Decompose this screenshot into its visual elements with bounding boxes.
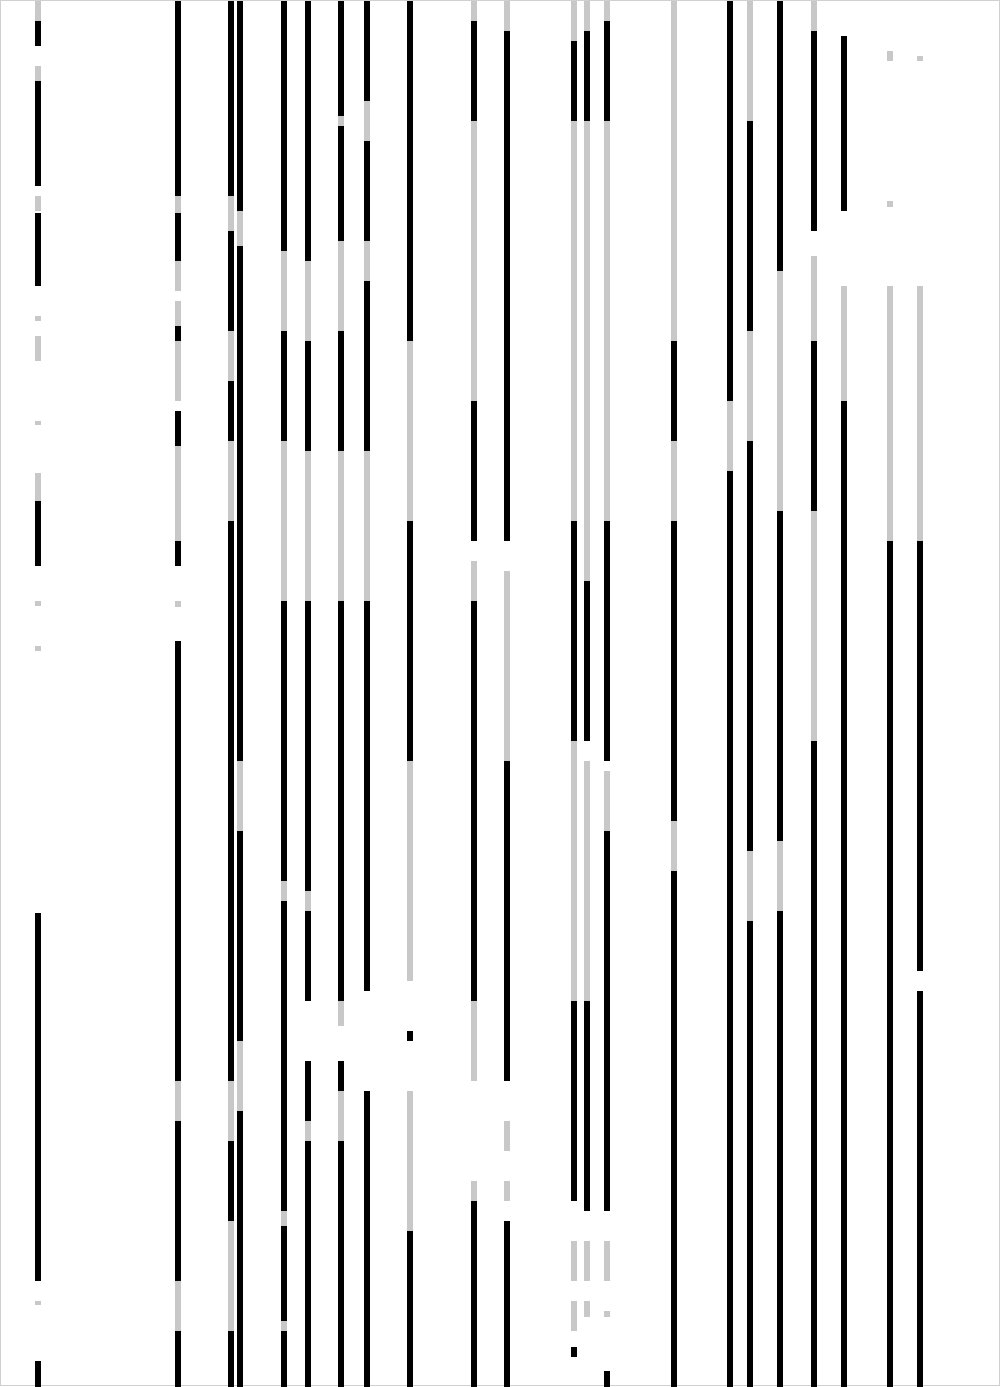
track-19-segment-3 xyxy=(811,256,817,341)
track-11-segment-3 xyxy=(504,571,510,761)
track-19-segment-4 xyxy=(811,341,817,511)
track-6-segment-5 xyxy=(305,601,311,891)
track-21 xyxy=(887,51,893,1387)
track-7-segment-9 xyxy=(338,1061,344,1091)
track-6 xyxy=(305,1,311,1387)
track-2-segment-15 xyxy=(175,1281,181,1331)
track-1-segment-14 xyxy=(35,913,41,1281)
track-1 xyxy=(35,1,41,1387)
track-10-segment-7 xyxy=(471,1001,477,1081)
track-9-segment-6 xyxy=(407,1091,413,1231)
track-14-segment-3 xyxy=(604,121,610,521)
track-18-segment-5 xyxy=(777,911,783,1387)
track-15 xyxy=(671,1,677,1387)
track-2-segment-12 xyxy=(175,641,181,1081)
track-1-segment-1 xyxy=(35,1,41,21)
track-1-segment-12 xyxy=(35,601,41,606)
track-2-segment-11 xyxy=(175,601,181,607)
track-13-segment-3 xyxy=(584,121,590,581)
track-1-segment-16 xyxy=(35,1361,41,1387)
track-5-segment-7 xyxy=(281,901,287,1211)
track-19-segment-6 xyxy=(811,741,817,1387)
track-4-segment-1 xyxy=(237,1,243,211)
track-13-segment-2 xyxy=(584,31,590,121)
track-13-segment-6 xyxy=(584,1001,590,1211)
track-1-segment-2 xyxy=(35,21,41,46)
track-7-segment-8 xyxy=(338,1001,344,1026)
track-13-segment-1 xyxy=(584,1,590,31)
track-1-segment-3 xyxy=(35,66,41,81)
track-7-segment-3 xyxy=(338,126,344,241)
track-19-segment-1 xyxy=(811,1,817,31)
track-16 xyxy=(727,1,733,1387)
track-10-segment-6 xyxy=(471,601,477,1001)
track-4 xyxy=(237,1,243,1387)
track-21-segment-3 xyxy=(887,286,893,541)
track-15-segment-3 xyxy=(671,441,677,521)
track-8 xyxy=(364,1,370,1387)
track-15-segment-4 xyxy=(671,521,677,821)
track-22-segment-4 xyxy=(917,991,923,1387)
track-22-segment-2 xyxy=(917,286,923,541)
track-18-segment-4 xyxy=(777,841,783,911)
track-16-segment-2 xyxy=(727,401,733,471)
track-9 xyxy=(407,1,413,1387)
track-10-segment-9 xyxy=(471,1201,477,1387)
track-17-segment-2 xyxy=(747,121,753,331)
track-7 xyxy=(338,1,344,1387)
track-19-segment-2 xyxy=(811,31,817,231)
track-16-segment-1 xyxy=(727,1,733,401)
track-11-segment-2 xyxy=(504,31,510,541)
track-22 xyxy=(917,56,923,1387)
track-6-segment-8 xyxy=(305,1061,311,1121)
track-12 xyxy=(571,1,577,1357)
track-2-segment-16 xyxy=(175,1331,181,1387)
track-5-segment-5 xyxy=(281,601,287,881)
track-14-segment-8 xyxy=(604,1311,610,1317)
track-12-segment-8 xyxy=(571,1301,577,1331)
track-3 xyxy=(228,1,234,1387)
track-7-segment-7 xyxy=(338,601,344,1001)
track-2-segment-1 xyxy=(175,1,181,196)
track-11-segment-6 xyxy=(504,1181,510,1201)
track-3-segment-5 xyxy=(228,381,234,441)
track-12-segment-9 xyxy=(571,1347,577,1357)
track-9-segment-1 xyxy=(407,1,413,341)
track-19-segment-5 xyxy=(811,511,817,741)
track-16-segment-3 xyxy=(727,471,733,1387)
track-5-segment-4 xyxy=(281,441,287,601)
track-2-segment-13 xyxy=(175,1081,181,1121)
track-5 xyxy=(281,1,287,1387)
track-18 xyxy=(777,1,783,1387)
track-2-segment-5 xyxy=(175,301,181,326)
track-18-segment-3 xyxy=(777,511,783,841)
track-8-segment-3 xyxy=(364,141,370,241)
track-1-segment-7 xyxy=(35,316,41,321)
track-22-segment-3 xyxy=(917,541,923,971)
track-1-segment-6 xyxy=(35,213,41,286)
track-2-segment-10 xyxy=(175,541,181,566)
track-7-segment-10 xyxy=(338,1091,344,1141)
track-12-segment-3 xyxy=(571,121,577,521)
track-4-segment-7 xyxy=(237,1111,243,1387)
track-1-segment-9 xyxy=(35,421,41,425)
track-6-segment-9 xyxy=(305,1121,311,1141)
track-15-segment-2 xyxy=(671,341,677,441)
track-8-segment-2 xyxy=(364,101,370,141)
track-15-segment-5 xyxy=(671,821,677,871)
track-13-segment-8 xyxy=(584,1301,590,1317)
track-20-segment-1 xyxy=(841,36,847,211)
track-1-segment-13 xyxy=(35,646,41,651)
track-1-segment-5 xyxy=(35,196,41,211)
track-10 xyxy=(471,1,477,1387)
track-barcode-plot xyxy=(1,1,1000,1387)
track-14-segment-1 xyxy=(604,1,610,21)
track-2-segment-4 xyxy=(175,261,181,291)
track-14-segment-7 xyxy=(604,1241,610,1281)
track-6-segment-7 xyxy=(305,911,311,1001)
track-18-segment-1 xyxy=(777,1,783,271)
track-6-segment-2 xyxy=(305,261,311,341)
track-10-segment-2 xyxy=(471,21,477,121)
track-21-segment-1 xyxy=(887,51,893,61)
track-5-segment-9 xyxy=(281,1226,287,1321)
track-15-segment-6 xyxy=(671,871,677,1387)
track-9-segment-4 xyxy=(407,761,413,981)
track-4-segment-4 xyxy=(237,761,243,831)
track-13-segment-5 xyxy=(584,761,590,1001)
track-3-segment-2 xyxy=(228,196,234,231)
track-13-segment-7 xyxy=(584,1241,590,1281)
track-5-segment-3 xyxy=(281,331,287,441)
track-12-segment-5 xyxy=(571,741,577,1001)
track-4-segment-3 xyxy=(237,246,243,761)
track-6-segment-1 xyxy=(305,1,311,261)
track-22-segment-1 xyxy=(917,56,923,61)
track-4-segment-6 xyxy=(237,1041,243,1111)
track-2-segment-3 xyxy=(175,213,181,261)
track-13-segment-4 xyxy=(584,581,590,741)
track-9-segment-3 xyxy=(407,521,413,761)
track-3-segment-11 xyxy=(228,1331,234,1387)
track-14-segment-9 xyxy=(604,1371,610,1387)
track-2-segment-9 xyxy=(175,446,181,541)
track-8-segment-4 xyxy=(364,241,370,281)
track-3-segment-7 xyxy=(228,521,234,1081)
track-9-segment-7 xyxy=(407,1231,413,1387)
track-8-segment-8 xyxy=(364,1091,370,1387)
track-2 xyxy=(175,1,181,1387)
track-17-segment-4 xyxy=(747,441,753,851)
track-21-segment-2 xyxy=(887,201,893,207)
track-17-segment-1 xyxy=(747,1,753,121)
track-1-segment-4 xyxy=(35,81,41,186)
track-14-segment-5 xyxy=(604,771,610,831)
track-20 xyxy=(841,36,847,1387)
track-6-segment-3 xyxy=(305,341,311,451)
track-8-segment-7 xyxy=(364,601,370,991)
track-15-segment-1 xyxy=(671,1,677,341)
track-5-segment-6 xyxy=(281,881,287,901)
track-4-segment-5 xyxy=(237,831,243,1041)
track-17-segment-3 xyxy=(747,331,753,441)
track-8-segment-6 xyxy=(364,451,370,601)
track-7-segment-2 xyxy=(338,116,344,126)
track-7-segment-5 xyxy=(338,331,344,451)
track-3-segment-1 xyxy=(228,1,234,196)
track-7-segment-6 xyxy=(338,451,344,601)
track-2-segment-7 xyxy=(175,341,181,401)
track-8-segment-5 xyxy=(364,281,370,451)
track-10-segment-1 xyxy=(471,1,477,21)
track-3-segment-8 xyxy=(228,1081,234,1141)
track-14 xyxy=(604,1,610,1387)
track-14-segment-2 xyxy=(604,21,610,121)
track-6-segment-4 xyxy=(305,451,311,601)
track-12-segment-6 xyxy=(571,1001,577,1201)
track-2-segment-14 xyxy=(175,1121,181,1281)
track-19 xyxy=(811,1,817,1387)
track-5-segment-11 xyxy=(281,1331,287,1387)
track-5-segment-10 xyxy=(281,1321,287,1331)
track-12-segment-4 xyxy=(571,521,577,741)
track-6-segment-6 xyxy=(305,891,311,911)
track-12-segment-1 xyxy=(571,1,577,41)
track-11-segment-5 xyxy=(504,1121,510,1151)
track-3-segment-3 xyxy=(228,231,234,331)
track-10-segment-5 xyxy=(471,561,477,601)
track-11-segment-1 xyxy=(504,1,510,31)
track-13 xyxy=(584,1,590,1317)
track-17-segment-6 xyxy=(747,921,753,1387)
track-8-segment-1 xyxy=(364,1,370,101)
track-2-segment-6 xyxy=(175,326,181,341)
track-5-segment-2 xyxy=(281,251,287,331)
track-12-segment-7 xyxy=(571,1241,577,1281)
track-2-segment-8 xyxy=(175,411,181,446)
track-17-segment-5 xyxy=(747,851,753,921)
track-3-segment-10 xyxy=(228,1221,234,1331)
track-2-segment-2 xyxy=(175,196,181,213)
track-7-segment-11 xyxy=(338,1141,344,1387)
track-6-segment-10 xyxy=(305,1141,311,1387)
track-1-segment-15 xyxy=(35,1301,41,1305)
track-3-segment-9 xyxy=(228,1141,234,1221)
track-3-segment-4 xyxy=(228,331,234,381)
track-20-segment-2 xyxy=(841,286,847,401)
track-14-segment-4 xyxy=(604,521,610,761)
track-17 xyxy=(747,1,753,1387)
track-12-segment-2 xyxy=(571,41,577,121)
track-10-segment-8 xyxy=(471,1181,477,1201)
track-4-segment-2 xyxy=(237,211,243,246)
track-7-segment-1 xyxy=(338,1,344,116)
track-5-segment-8 xyxy=(281,1211,287,1226)
track-7-segment-4 xyxy=(338,241,344,331)
track-21-segment-4 xyxy=(887,541,893,1387)
track-11 xyxy=(504,1,510,1387)
track-20-segment-3 xyxy=(841,401,847,1387)
track-11-segment-4 xyxy=(504,761,510,1081)
track-9-segment-5 xyxy=(407,1031,413,1041)
track-9-segment-2 xyxy=(407,341,413,521)
track-5-segment-1 xyxy=(281,1,287,251)
track-1-segment-8 xyxy=(35,336,41,361)
track-1-segment-10 xyxy=(35,473,41,501)
track-18-segment-2 xyxy=(777,271,783,511)
track-3-segment-6 xyxy=(228,441,234,521)
track-11-segment-7 xyxy=(504,1221,510,1387)
track-10-segment-4 xyxy=(471,401,477,541)
track-1-segment-11 xyxy=(35,501,41,566)
track-10-segment-3 xyxy=(471,121,477,401)
track-14-segment-6 xyxy=(604,831,610,1211)
